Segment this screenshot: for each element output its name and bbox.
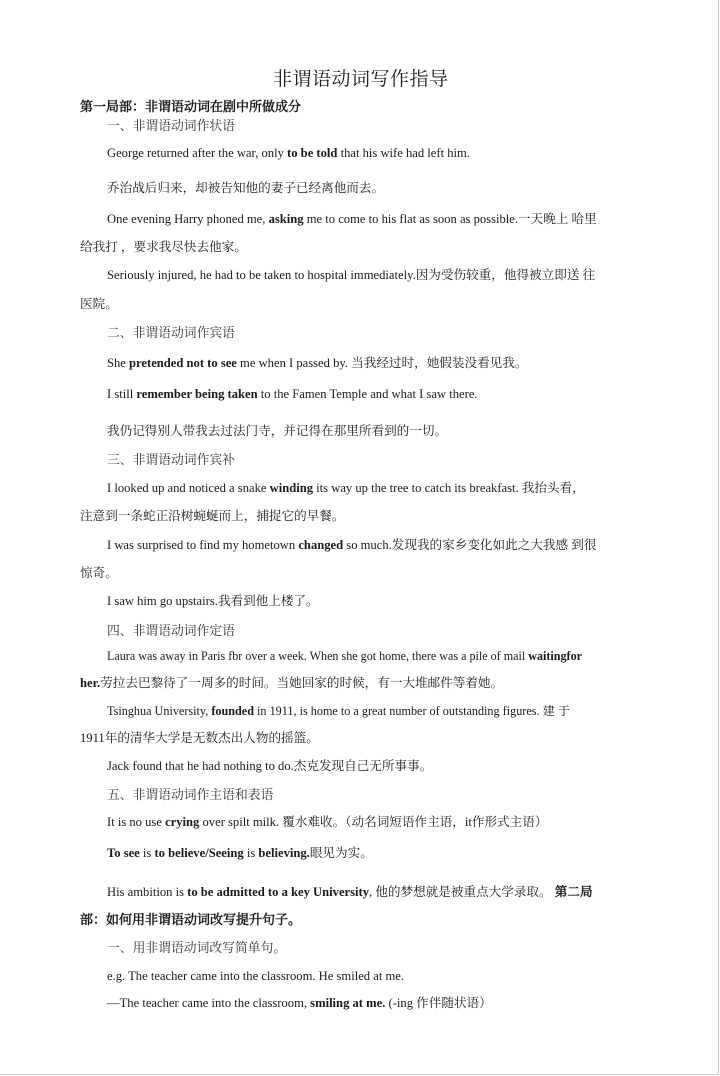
example-line: I saw him go upstairs.我看到他上楼了。 bbox=[107, 594, 319, 608]
section-3-heading: 三、非谓语动词作宾补 bbox=[107, 453, 235, 467]
example-line-continued: 1911年的清华大学是无数杰出人物的摇篮。 bbox=[80, 731, 319, 745]
example-line: —The teacher came into the classroom, smiling at me. (-ing 作伴随状语） bbox=[107, 996, 492, 1010]
part-one-heading: 第一局部：非谓语动词在剧中所做成分 bbox=[80, 99, 302, 114]
page-title: 非谓语动词写作指导 bbox=[273, 69, 449, 90]
example-line: Laura was away in Paris fbr over a week. When she got home, there was a pile of mail waitingfor bbox=[107, 649, 582, 663]
example-line: Seriously injured, he had to be taken to hospital immediately.因为受伤较重，他得被立即送 往 bbox=[107, 268, 596, 282]
example-line-continued: 医院。 bbox=[80, 297, 118, 311]
example-line: e.g. The teacher came into the classroom. He smiled at me. bbox=[107, 969, 405, 983]
section-5-heading: 五、非谓语动词作主语和表语 bbox=[107, 788, 274, 802]
example-line: It is no use crying over spilt milk. 覆水难收。（动名词短语作主语，it作形式主语） bbox=[107, 815, 548, 829]
example-line-continued: her.劳拉去巴黎待了一周多的时间。当她回家的时候，有一大堆邮件等着她。 bbox=[80, 676, 504, 690]
example-line: To see is to believe/Seeing is believing.眼见为实。 bbox=[107, 846, 373, 860]
example-line: One evening Harry phoned me, asking me to come to his flat as soon as possible.一天晚上 哈里 bbox=[107, 212, 597, 226]
part-two-heading: 部：如何用非谓语动词改写提升句子。 bbox=[80, 912, 302, 927]
section-2-heading: 二、非谓语动词作宾语 bbox=[107, 326, 235, 340]
translation-line: 我仍记得别人带我去过法门寺，并记得在那里所看到的一切。 bbox=[107, 424, 448, 438]
example-line: Tsinghua University, founded in 1911, is home to a great number of outstanding figures. 建 于 bbox=[107, 704, 571, 718]
part-2-section-1-heading: 一、用非谓语动词改写简单句。 bbox=[107, 941, 287, 955]
example-line-continued: 注意到一条蛇正沿树蜿蜒而上，捕捉它的早餐。 bbox=[80, 509, 345, 523]
example-line: His ambition is to be admitted to a key University, 他的梦想就是被重点大学录取。 第二局 bbox=[107, 885, 593, 899]
example-line: I was surprised to find my hometown changed so much.发现我的家乡变化如此之大我感 到很 bbox=[107, 538, 597, 552]
example-line-continued: 给我打 ，要求我尽快去他家。 bbox=[80, 240, 247, 254]
example-line: She pretended not to see me when I passed by. 当我经过时，她假装没看见我。 bbox=[107, 356, 528, 370]
example-line: I looked up and noticed a snake winding its way up the tree to catch its breakfast. 我抬头看， bbox=[107, 481, 585, 495]
example-line: Jack found that he had nothing to do.杰克发现自己无所事事。 bbox=[107, 759, 433, 773]
example-line-continued: 惊奇。 bbox=[80, 566, 118, 580]
example-line: George returned after the war, only to be told that his wife had left him. bbox=[107, 146, 470, 160]
section-4-heading: 四、非谓语动词作定语 bbox=[107, 624, 235, 638]
example-line: I still remember being taken to the Famen Temple and what I saw there. bbox=[107, 387, 478, 401]
section-1-heading: 一、非谓语动词作状语 bbox=[107, 119, 235, 133]
translation-line: 乔治战后归来，却被告知他的妻子已经离他而去。 bbox=[107, 181, 385, 195]
